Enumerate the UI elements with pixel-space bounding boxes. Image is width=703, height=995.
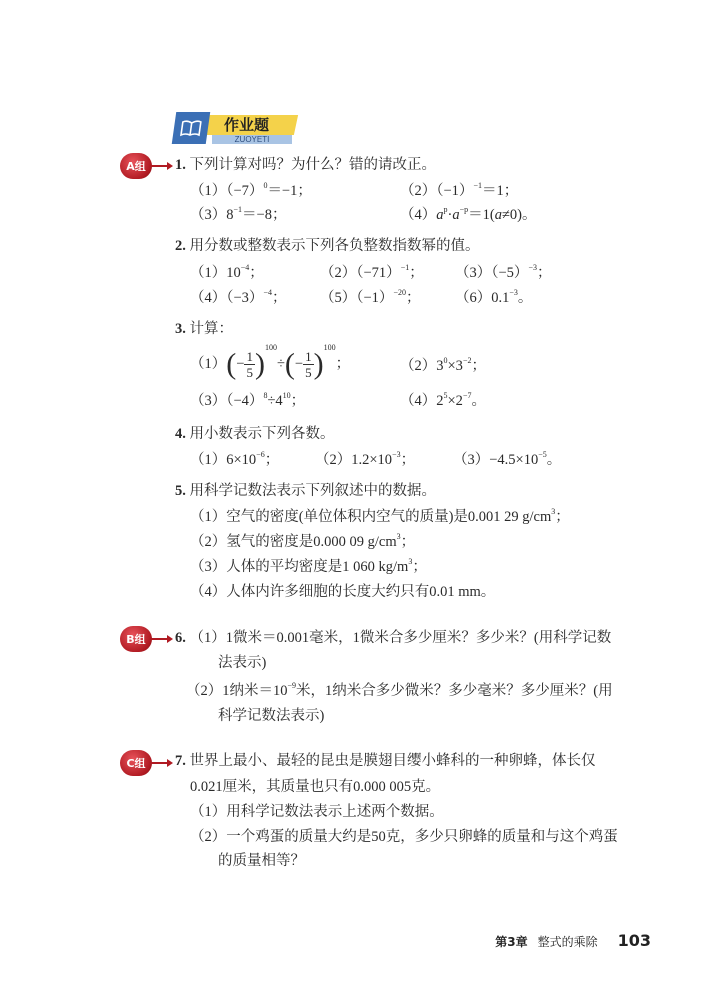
- homework-header: [172, 112, 296, 144]
- text-run: 。: [517, 290, 533, 306]
- group-b-label: B组: [120, 626, 152, 652]
- exponent: 8: [263, 391, 268, 400]
- text-run: ；: [271, 290, 287, 306]
- q1-item-2: [400, 182, 518, 200]
- text-run: ；: [400, 452, 416, 468]
- text-run: 米，1纳米合多少微米？多少毫米？多少厘米？(用: [296, 683, 613, 699]
- denominator: 5: [305, 365, 312, 381]
- q7-item-2-cont: [218, 852, 305, 870]
- text-run: ；: [400, 534, 416, 550]
- question-3: [175, 320, 233, 338]
- text-run: 0.021厘米，其质量也只有0.000 005克。: [190, 779, 441, 795]
- variable: a: [494, 207, 502, 223]
- q6-item-2-cont: [218, 707, 324, 725]
- text-run: （4）人体内许多细胞的长度大约只有0.01 mm。: [190, 584, 496, 600]
- q2-item-2: [320, 264, 424, 282]
- q5-item-3: [190, 558, 427, 576]
- text-run: （4）2: [400, 393, 444, 409]
- q5-item-1: [190, 508, 570, 526]
- semicolon: ；: [335, 356, 351, 372]
- exponent: 3: [396, 532, 401, 541]
- text-run: （1）10: [190, 265, 241, 281]
- q3-item-4: [400, 392, 486, 410]
- text-run: （1）空气的密度(单位体积内空气的质量)是0.001 29 g/cm: [190, 509, 552, 525]
- text-run: （3）8: [190, 207, 234, 223]
- q7-text-cont: [190, 778, 440, 796]
- question-number: 7.: [175, 753, 186, 769]
- q2-item-1: [190, 264, 264, 282]
- question-text: 用分数或整数表示下列各负整数指数幂的值。: [189, 238, 480, 254]
- text-run: ；: [290, 393, 306, 409]
- header-subtitle: ZUOYETI: [212, 135, 292, 144]
- text-run: （2）1纳米＝10: [186, 683, 288, 699]
- item-label: （1）: [190, 356, 227, 372]
- text-run: （2）（−71）: [320, 265, 401, 281]
- text-run: ＝−1；: [267, 183, 312, 199]
- exponent: 100: [264, 343, 277, 352]
- exponent: −1: [233, 205, 243, 214]
- q4-item-2: [315, 451, 415, 469]
- question-number: 2.: [175, 238, 186, 254]
- question-number: 6.: [175, 630, 186, 646]
- question-text: 用小数表示下列各数。: [189, 426, 335, 442]
- q6-item-2: [186, 682, 613, 700]
- numerator: 1: [305, 349, 312, 365]
- q2-item-4: [190, 289, 286, 307]
- text-run: ×2: [447, 393, 463, 409]
- text-run: ；: [412, 559, 427, 575]
- exponent: −2: [462, 356, 472, 365]
- group-c-label: C组: [120, 750, 152, 776]
- fraction: [303, 349, 314, 380]
- text-run: （3）（−4）: [190, 393, 264, 409]
- group-a-label: A组: [120, 153, 152, 179]
- page-footer: [495, 931, 651, 950]
- text-run: （2）（−1）: [400, 183, 474, 199]
- text-run: ＝1(: [468, 207, 495, 223]
- text-run: （2）一个鸡蛋的质量大约是50克，多少只卵蜂的质量和与这个鸡蛋: [190, 829, 618, 845]
- q5-item-4: [190, 583, 495, 601]
- text-run: 。: [471, 393, 486, 409]
- text-run: （2）1.2×10: [315, 452, 393, 468]
- q6-item-1: [190, 630, 612, 646]
- text-run: ；: [409, 265, 424, 281]
- text-run: ；: [405, 290, 421, 306]
- text-run: （6）0.1: [455, 290, 510, 306]
- exponent: −7: [462, 391, 472, 400]
- exponent: 0: [263, 181, 268, 190]
- text-run: （4）: [400, 207, 437, 223]
- q7-item-2: [190, 828, 618, 846]
- q2-item-6: [455, 289, 532, 307]
- q2-item-3: [455, 264, 551, 282]
- text-run: 法表示): [218, 655, 267, 671]
- q1-item-4: [400, 206, 537, 224]
- text-run: （2）氢气的密度是0.000 09 g/cm: [190, 534, 397, 550]
- exponent: −3: [392, 450, 401, 459]
- minus-sign: −: [294, 356, 304, 372]
- question-2: [175, 237, 480, 255]
- exponent: 100: [323, 343, 336, 352]
- question-text: 用科学记数法表示下列叙述中的数据。: [189, 483, 436, 499]
- text-run: 。: [546, 452, 562, 468]
- q6-item-1-cont: [218, 654, 266, 672]
- text-run: （1）用科学记数法表示上述两个数据。: [190, 804, 444, 820]
- divide-sign: ÷: [276, 356, 285, 372]
- denominator: 5: [246, 365, 253, 381]
- exponent: −1: [400, 263, 410, 272]
- minus-sign: −: [236, 356, 245, 372]
- exponent: 3: [408, 557, 413, 566]
- question-number: 5.: [175, 483, 186, 499]
- exponent: 10: [282, 391, 291, 400]
- text-run: ；: [264, 452, 280, 468]
- exponent: −9: [287, 681, 297, 690]
- variable: a: [452, 207, 460, 223]
- exponent: 5: [443, 391, 448, 400]
- exponent: −20: [393, 288, 406, 297]
- text-run: ×3: [447, 358, 463, 374]
- exponent: −6: [256, 450, 265, 459]
- text-run: （4）（−3）: [190, 290, 264, 306]
- exponent: −4: [240, 263, 250, 272]
- exponent: 3: [551, 507, 556, 516]
- text-run: （1）（−7）: [190, 183, 264, 199]
- exponent: −4: [263, 288, 272, 297]
- text-run: ；: [471, 358, 486, 374]
- group-c-badge: [120, 750, 170, 776]
- open-book-icon: [172, 112, 210, 144]
- exponent: −3: [509, 288, 518, 297]
- fraction: [244, 349, 255, 380]
- question-number: 3.: [175, 321, 186, 337]
- group-a-badge: [120, 153, 170, 179]
- question-5: [175, 482, 436, 500]
- chapter-title: 整式的乘除: [537, 935, 598, 949]
- q5-item-2: [190, 533, 415, 551]
- question-text: 下列计算对吗？为什么？错的请改正。: [189, 157, 436, 173]
- q3-item-1: （1）(− $\frac{1}{5}$ )$^{100}$÷(− $\frac{1}{5}$ )$^{100}$；: [190, 343, 351, 381]
- text-run: ·: [447, 207, 453, 223]
- question-text: 计算：: [189, 321, 233, 337]
- question-number: 4.: [175, 426, 186, 442]
- q2-item-5: [320, 289, 420, 307]
- variable: a: [436, 207, 444, 223]
- question-number: 1.: [175, 157, 186, 173]
- chapter-number: 第3章: [495, 935, 528, 949]
- group-b-badge: [120, 626, 170, 652]
- q4-item-1: [190, 451, 279, 469]
- text-run: 科学记数法表示): [218, 708, 325, 724]
- text-run: （1）6×10: [190, 452, 257, 468]
- text-run: ＝−8；: [242, 207, 287, 223]
- text-run: ÷4: [267, 393, 283, 409]
- q7-text: [190, 753, 596, 769]
- text-run: （5）（−1）: [320, 290, 394, 306]
- question-6: [175, 629, 611, 647]
- q3-item-3: [190, 392, 305, 410]
- q3-item-2: [400, 357, 486, 375]
- q1-item-1: [190, 182, 312, 200]
- text-run: 的质量相等？: [218, 853, 305, 869]
- text-run: ；: [249, 265, 264, 281]
- question-7: [175, 752, 596, 770]
- text-run: ≠0)。: [501, 207, 537, 223]
- question-1: [175, 156, 436, 174]
- exponent: −5: [538, 450, 547, 459]
- page-number: 103: [617, 931, 651, 950]
- text-run: （1）1微米＝0.001毫米，1微米合多少厘米？多少米？(用科学记数: [189, 630, 612, 646]
- numerator: 1: [246, 349, 253, 365]
- text-run: ；: [555, 509, 570, 525]
- q4-item-3: [453, 451, 561, 469]
- question-4: [175, 425, 335, 443]
- exponent: −3: [528, 263, 537, 272]
- q1-item-3: [190, 206, 286, 224]
- exponent: 0: [443, 356, 448, 365]
- text-run: （3）−4.5×10: [453, 452, 539, 468]
- text-run: ；: [536, 265, 552, 281]
- text-run: ＝1；: [481, 183, 519, 199]
- text-run: （3）人体的平均密度是1 060 kg/m: [190, 559, 409, 575]
- text-run: 世界上最小、最轻的昆虫是膜翅目缨小蜂科的一种卵蜂，体长仅: [189, 753, 596, 769]
- text-run: （3）（−5）: [455, 265, 529, 281]
- exponent: −p: [459, 205, 469, 214]
- exponent: −1: [473, 181, 482, 190]
- exponent: p: [443, 205, 448, 214]
- text-run: （2）3: [400, 358, 444, 374]
- q7-item-1: [190, 803, 444, 821]
- header-title: 作业题: [224, 116, 270, 134]
